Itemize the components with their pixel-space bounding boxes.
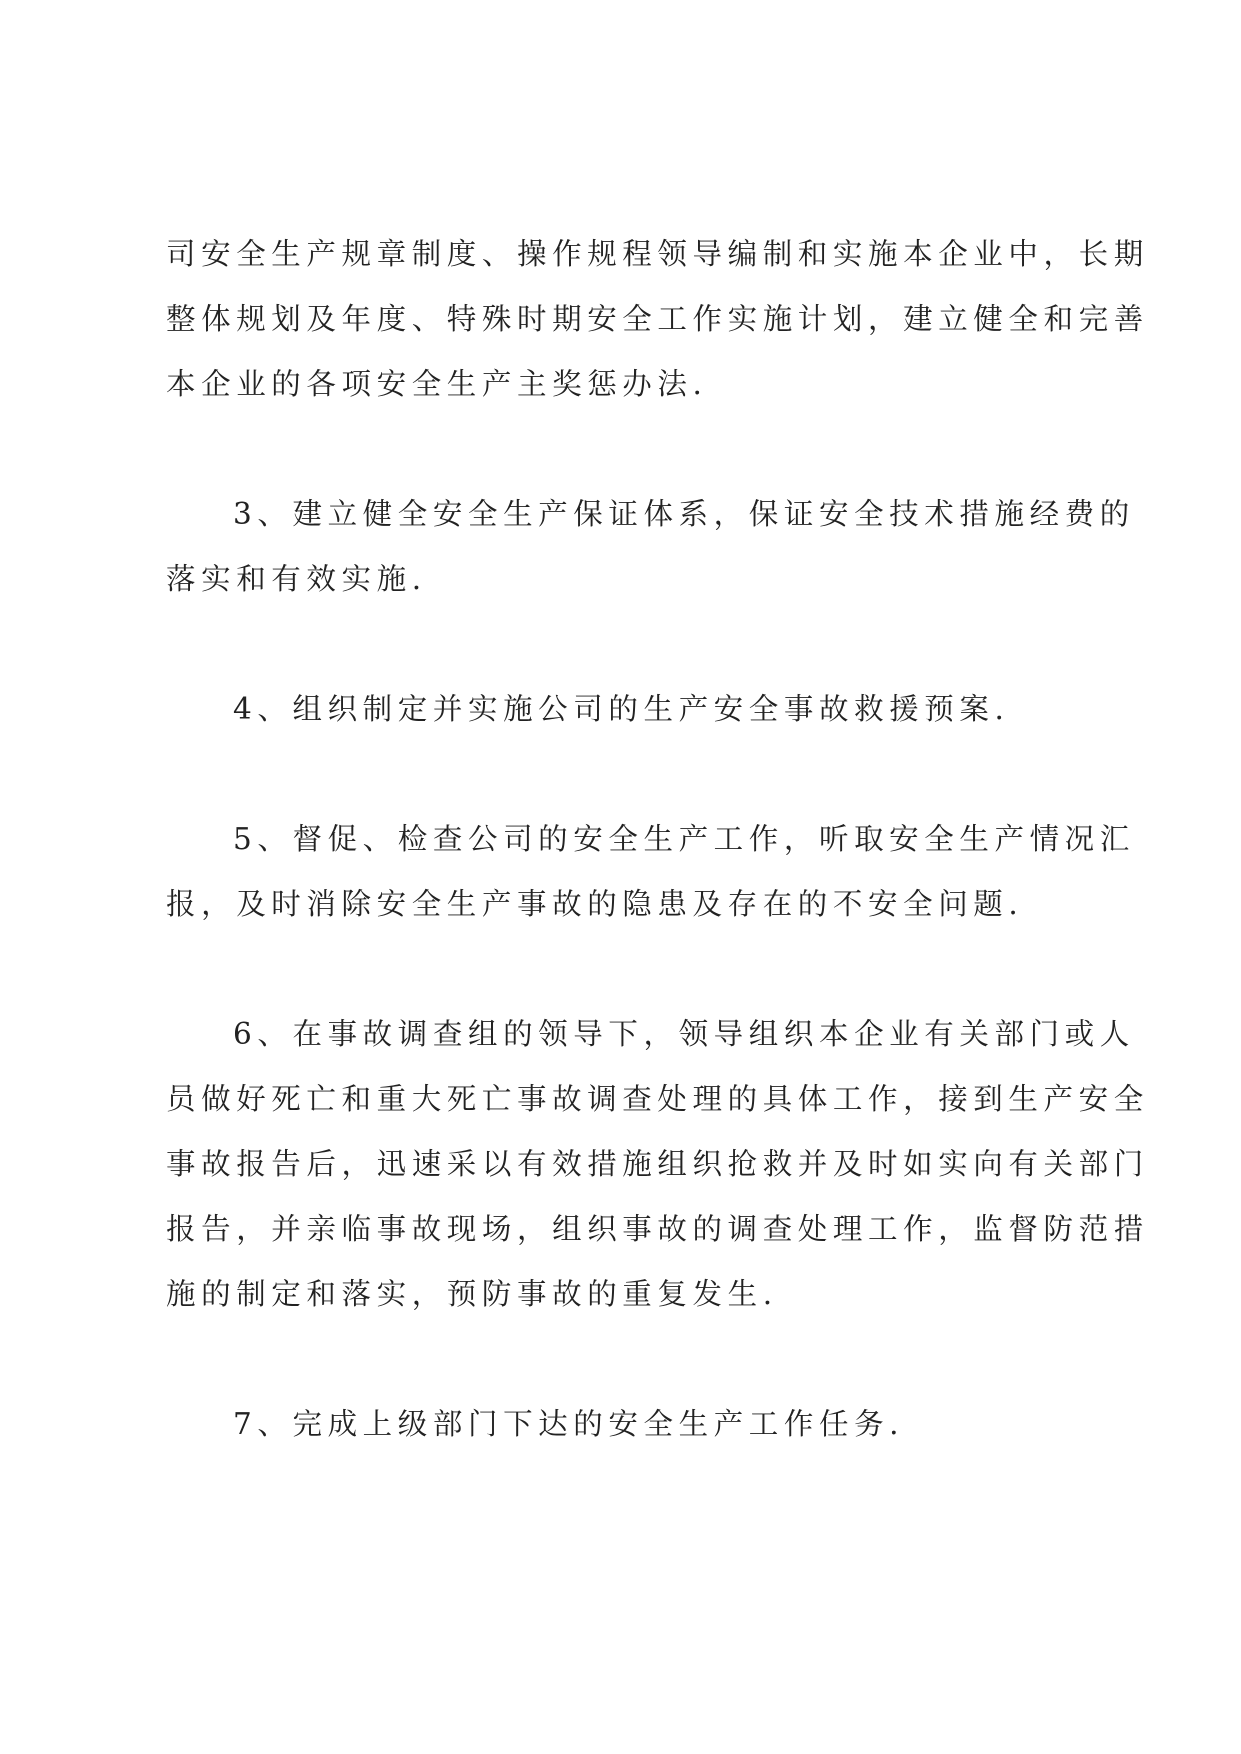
text-line: 4、组织制定并实施公司的生产安全事故救援预案. [233, 692, 1010, 726]
text-line: 员做好死亡和重大死亡事故调查处理的具体工作，接到生产安全 [166, 1082, 1149, 1116]
text-line: 7、完成上级部门下达的安全生产工作任务. [233, 1407, 905, 1441]
text-line: 3、建立健全安全生产保证体系，保证安全技术措施经费的 [233, 497, 1135, 531]
paragraph-item-4 [166, 677, 1090, 742]
text-line: 整体规划及年度、特殊时期安全工作实施计划，建立健全和完善 [166, 302, 1149, 336]
paragraph-item-6 [166, 1002, 1149, 1327]
paragraph-continuation [166, 222, 1149, 417]
text-line: 司安全生产规章制度、操作规程领导编制和实施本企业中，长期 [166, 237, 1149, 271]
text-line: 5、督促、检查公司的安全生产工作，听取安全生产情况汇 [233, 822, 1135, 856]
text-line: 本企业的各项安全生产主奖惩办法. [166, 367, 708, 401]
paragraph-item-5 [166, 807, 1135, 937]
text-line: 落实和有效实施. [166, 562, 427, 596]
text-line: 报告，并亲临事故现场，组织事故的调查处理工作，监督防范措 [166, 1212, 1149, 1246]
document-body [166, 222, 1149, 1522]
text-line: 事故报告后，迅速采以有效措施组织抢救并及时如实向有关部门 [166, 1147, 1149, 1181]
paragraph-item-7 [166, 1392, 1090, 1457]
text-line: 报，及时消除安全生产事故的隐患及存在的不安全问题. [166, 887, 1024, 921]
text-line: 6、在事故调查组的领导下，领导组织本企业有关部门或人 [233, 1017, 1135, 1051]
paragraph-item-3 [166, 482, 1135, 612]
text-line: 施的制定和落实，预防事故的重复发生. [166, 1277, 778, 1311]
